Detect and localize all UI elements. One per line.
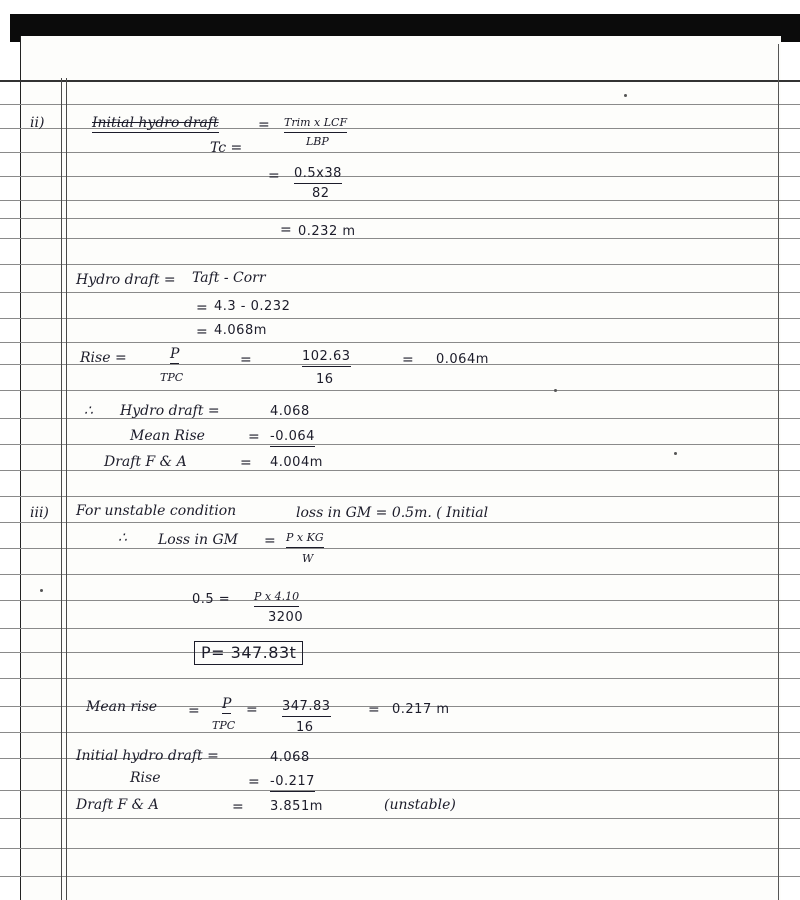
final-rise-value: -0.217 xyxy=(270,774,315,792)
boxed-load-result: P= 347.83t xyxy=(194,641,303,665)
summary-draft-label: Draft F & A xyxy=(104,454,187,470)
tc-label: Tc = xyxy=(210,140,243,156)
rise-label: Rise = xyxy=(80,350,127,366)
loss-in-gm-label: Loss in GM xyxy=(158,532,239,548)
loss-text: loss in GM = 0.5m. ( Initial xyxy=(296,505,489,521)
margin-line-outer xyxy=(61,78,62,900)
equals-sign: = xyxy=(268,168,280,184)
page-right-edge xyxy=(778,44,779,900)
equals-sign: = xyxy=(248,429,260,445)
equals-sign: = xyxy=(264,533,276,549)
summary-mean-rise-value: -0.064 xyxy=(270,429,315,447)
equation-lhs: 0.5 = xyxy=(192,592,231,607)
summary-hydro-draft-value: 4.068 xyxy=(270,404,310,419)
equals-sign: = xyxy=(240,455,252,471)
section-label: ii) xyxy=(30,115,45,131)
hydro-draft-substitution: 4.3 - 0.232 xyxy=(214,299,291,314)
equals-sign: = xyxy=(232,799,244,815)
equals-sign: = xyxy=(196,324,208,340)
equals-sign: = xyxy=(188,703,200,719)
initial-hydro-draft-label: Initial hydro draft xyxy=(92,115,219,131)
fraction-denominator: TPC xyxy=(160,371,184,384)
equals-sign: = xyxy=(246,702,258,718)
intro-text: For unstable condition xyxy=(76,503,237,519)
fraction-denominator: W xyxy=(302,552,314,565)
equals-sign: = xyxy=(240,352,252,368)
fraction-denominator: LBP xyxy=(306,135,329,148)
fraction-numerator: 0.5x38 xyxy=(294,166,342,184)
final-rise-label: Rise xyxy=(130,770,161,786)
fraction-numerator: Trim x LCF xyxy=(284,115,347,133)
hydro-draft-result: 4.068m xyxy=(214,323,267,338)
margin-line-inner xyxy=(66,78,67,900)
fraction-numerator: P x 4.10 xyxy=(254,589,299,607)
ink-speck xyxy=(624,94,627,97)
equals-sign: = xyxy=(280,222,292,238)
hydro-draft-expression: Taft - Corr xyxy=(192,270,266,286)
fraction-denominator: 16 xyxy=(316,372,334,387)
unstable-note: (unstable) xyxy=(384,797,456,813)
fraction-numerator: P xyxy=(222,696,232,712)
equals-sign: = xyxy=(368,702,380,718)
fraction-denominator: 82 xyxy=(312,186,330,201)
fraction-denominator: 3200 xyxy=(268,610,304,625)
fraction-denominator: 16 xyxy=(296,720,314,735)
final-draft-value: 3.851m xyxy=(270,799,323,814)
summary-mean-rise-label: Mean Rise xyxy=(130,428,205,444)
equals-sign: = xyxy=(248,774,260,790)
final-draft-label: Draft F & A xyxy=(76,797,159,813)
section-label: iii) xyxy=(30,505,49,521)
summary-draft-value: 4.004m xyxy=(270,455,323,470)
final-hydro-draft-label: Initial hydro draft = xyxy=(76,748,219,764)
equals-sign: = xyxy=(402,352,414,368)
fraction-denominator: TPC xyxy=(212,719,236,732)
fraction-numerator: P x KG xyxy=(286,530,324,548)
fraction-numerator: 102.63 xyxy=(302,349,351,367)
equals-sign: = xyxy=(196,300,208,316)
therefore-symbol: ∴ xyxy=(84,403,93,419)
mean-rise-label: Mean rise xyxy=(86,699,158,715)
rise-result: 0.064m xyxy=(436,352,489,367)
ink-speck xyxy=(674,452,677,455)
tc-result: 0.232 m xyxy=(298,224,356,239)
mean-rise-result: 0.217 m xyxy=(392,702,450,717)
fraction-numerator: 347.83 xyxy=(282,699,331,717)
summary-hydro-draft-label: Hydro draft = xyxy=(120,403,220,419)
fraction-numerator: P xyxy=(170,346,180,362)
ink-speck xyxy=(554,389,557,392)
ink-speck xyxy=(40,589,43,592)
final-hydro-draft-value: 4.068 xyxy=(270,750,310,765)
therefore-symbol: ∴ xyxy=(118,530,127,546)
hydro-draft-label: Hydro draft = xyxy=(76,272,176,288)
equals-sign: = xyxy=(258,117,270,133)
